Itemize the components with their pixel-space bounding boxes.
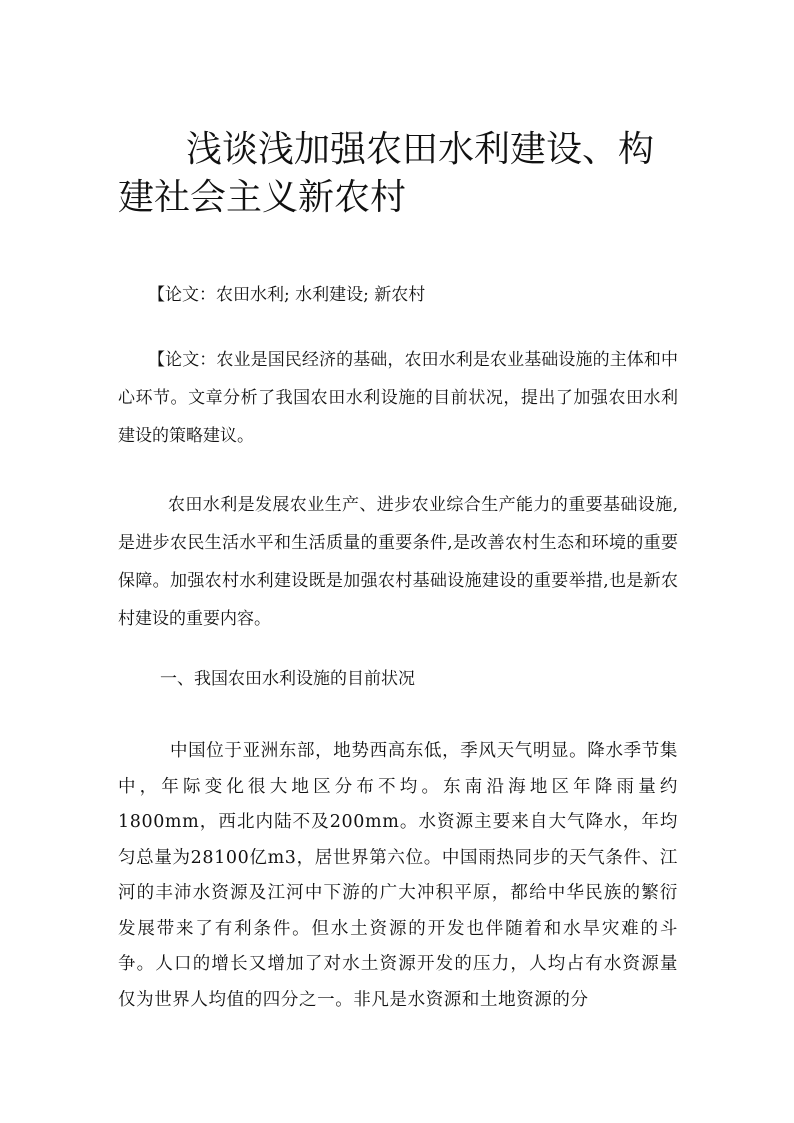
section-heading: 一、我国农田水利设施的目前状况 <box>160 669 415 689</box>
document-title: 浅谈浅加强农田水利建设、构建社会主义新农村 <box>118 129 655 218</box>
keywords-paragraph: 【论文：农田水利; 水利建设; 新农村 <box>148 285 426 305</box>
body-paragraph: 中国位于亚洲东部，地势西高东低，季风天气明显。降水季节集中，年际变化很大地区分布不均。东南沿海地区年降雨量约1800mm，西北内陆不及200mm。水资源主要来自大气降水，年均匀总量为28100亿m3，居世界第六位。中国雨热同步的天气条件、江河的丰沛水资源及江河中下游的广大冲积平原，都给中华民族的繁衍发展带来了有利条件。但水土资源的开发也伴随着和水旱灾难的斗争。人口的增长又增加了对水土资源开发的压力，人均占有水资源量仅为世界人均值的四分之一。非凡是水资源和土地资源的分 <box>118 741 678 1010</box>
abstract-paragraph: 【论文：农业是国民经济的基础，农田水利是农业基础设施的主体和中心环节。文章分析了我国农田水利设施的目前状况，提出了加强农田水利建设的策略建议。 <box>118 350 678 446</box>
intro-paragraph: 农田水利是发展农业生产、进步农业综合生产能力的重要基础设施,是进步农民生活水平和生活质量的重要条件,是改善农村生态和环境的重要保障。加强农村水利建设既是加强农村基础设施建设的重要举措,也是新农村建设的重要内容。 <box>118 495 678 629</box>
